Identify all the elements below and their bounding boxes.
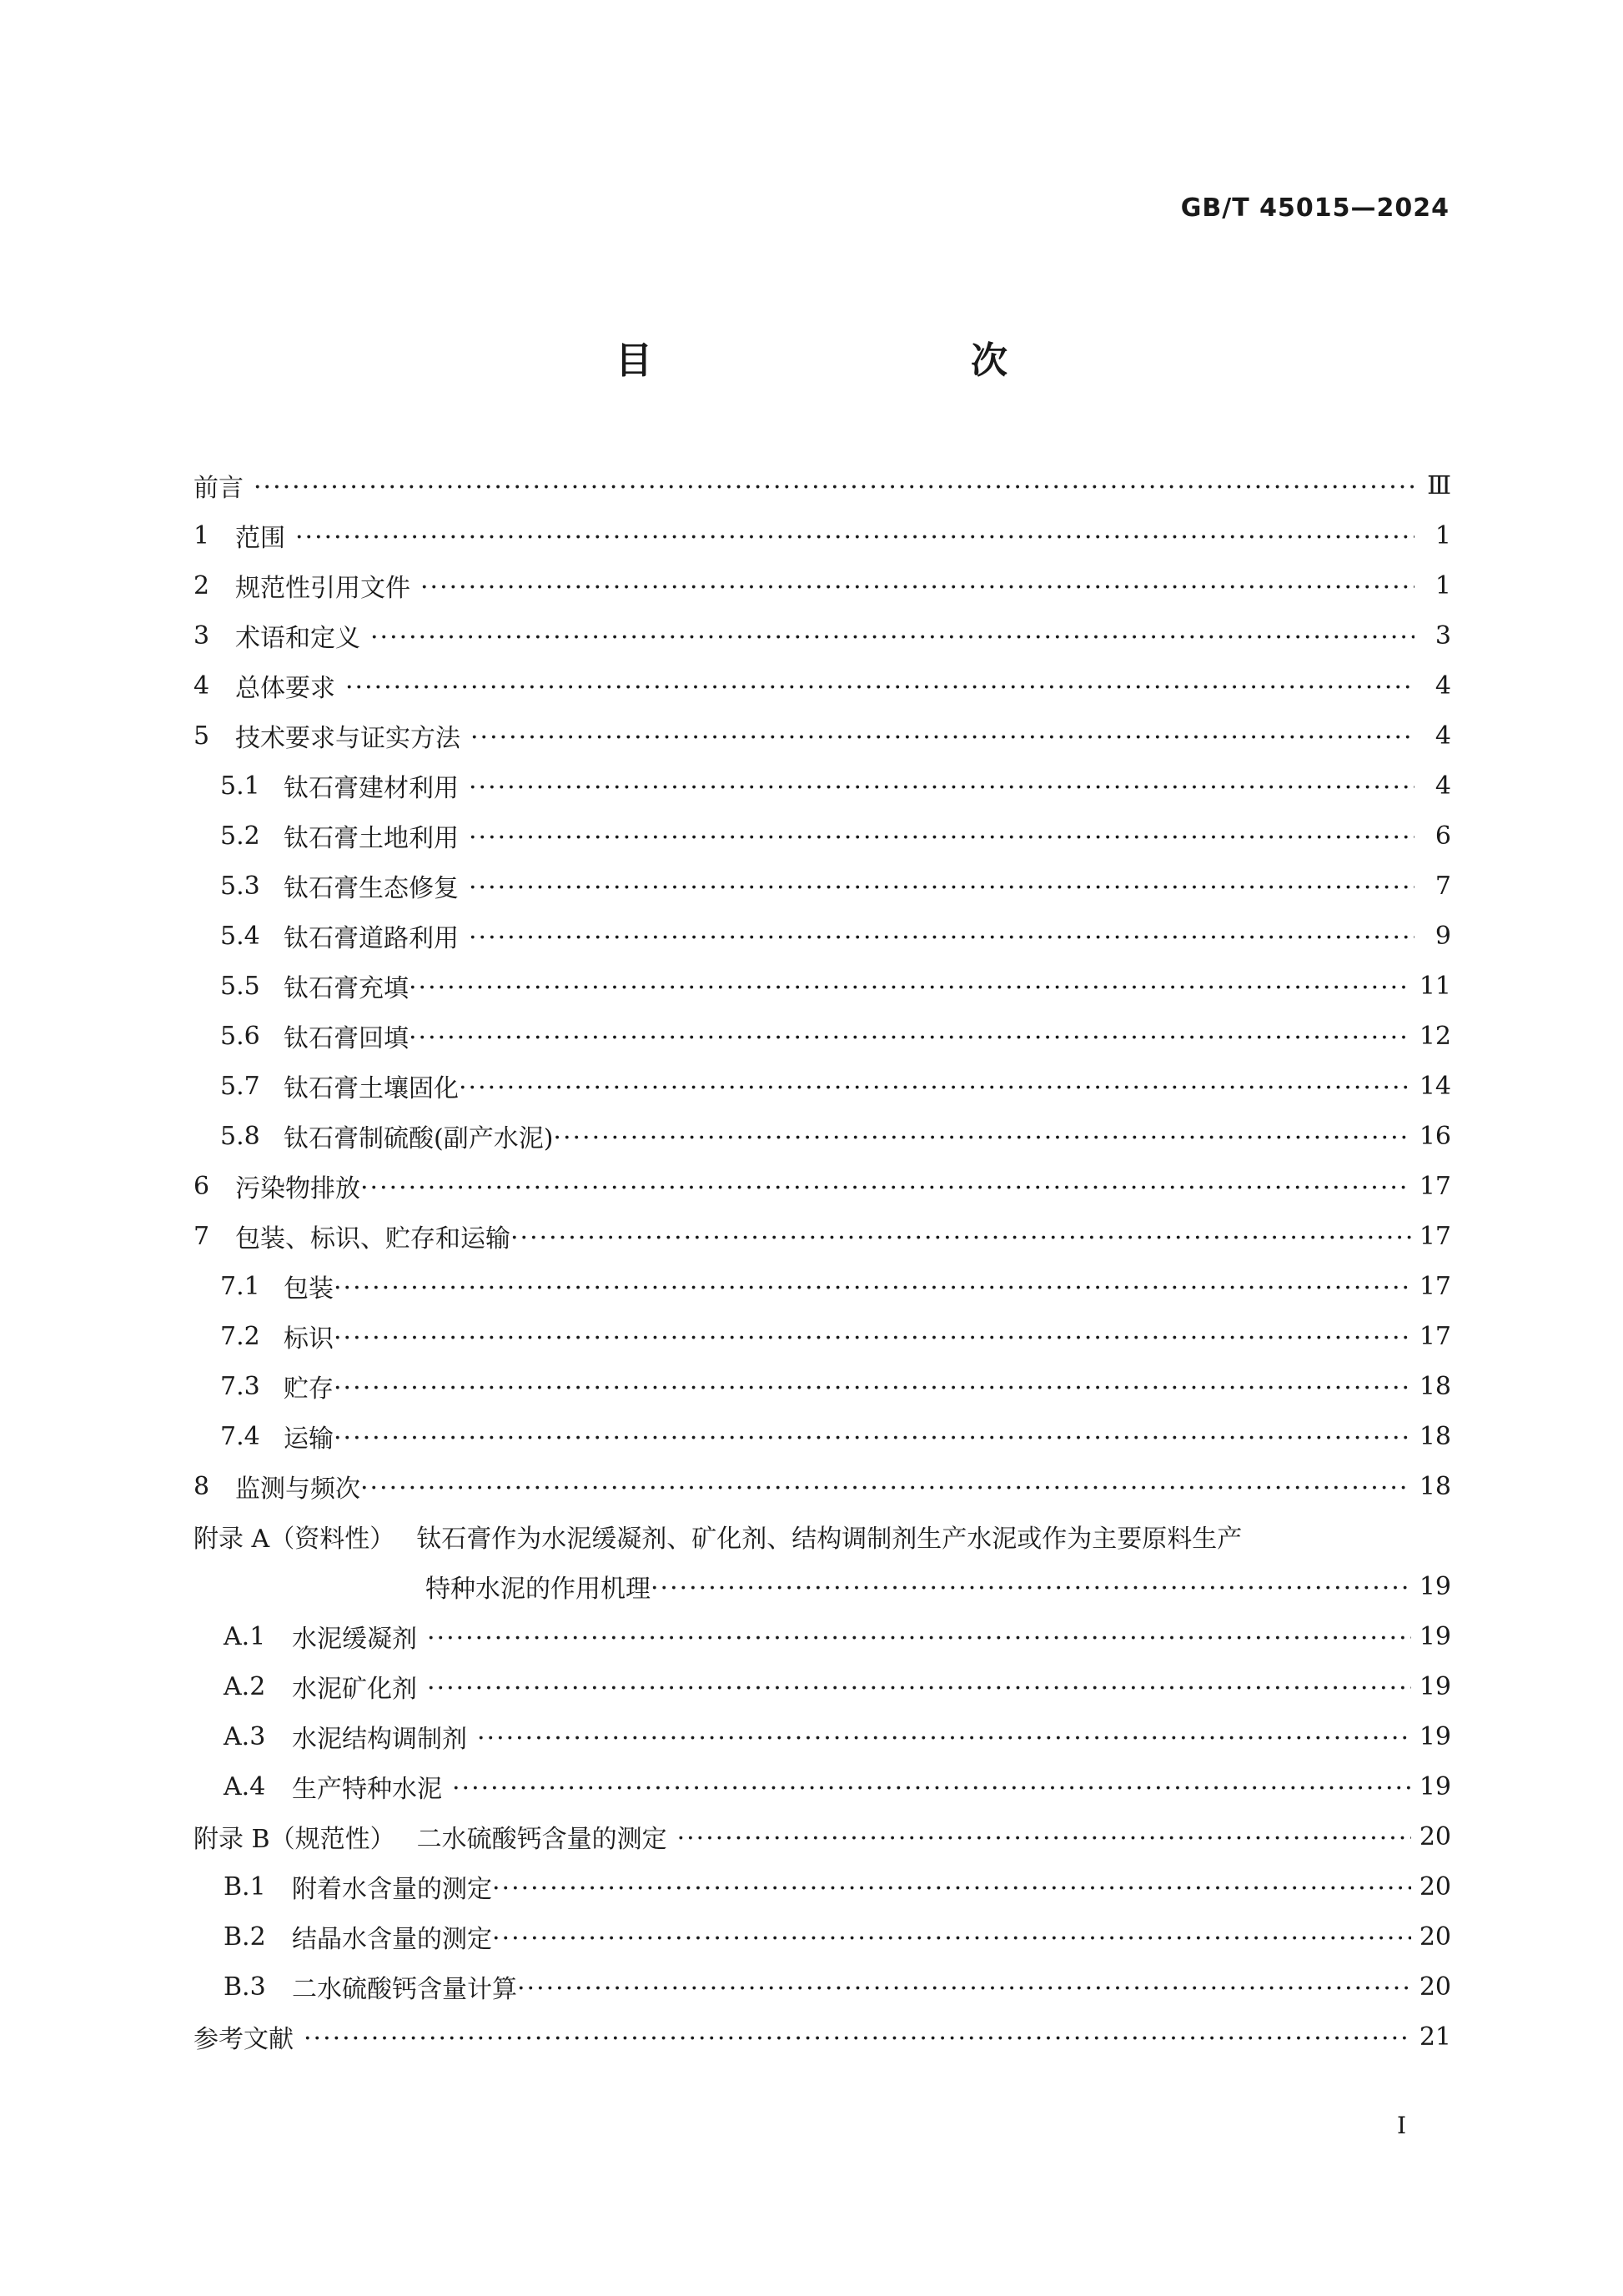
footer-page-number: I: [1396, 2112, 1406, 2139]
leader-dots: [469, 923, 1414, 948]
toc-page-number: 4: [1435, 771, 1451, 801]
leader-dots: [427, 1674, 1411, 1699]
leader-dots: [469, 873, 1414, 898]
toc-page-number: 12: [1419, 1021, 1451, 1051]
toc-entry[interactable]: [193, 1861, 1451, 1912]
toc-entry-title: 运输: [284, 1424, 334, 1454]
toc-entry[interactable]: [193, 1311, 1451, 1361]
toc-entry-number: 8: [193, 1471, 210, 1501]
table-of-contents: [193, 460, 1451, 2062]
appendix-a-title-cont: 特种水泥的作用机理: [425, 1575, 651, 1604]
toc-entry-title: 钛石膏充填: [284, 974, 409, 1003]
toc-entry-title: 水泥结构调制剂: [292, 1725, 467, 1754]
leader-dots: [492, 1924, 1411, 1949]
toc-page-number: 1: [1435, 570, 1451, 600]
toc-page-number: 19: [1419, 1571, 1451, 1601]
toc-entry-number: 5.7: [220, 1071, 260, 1101]
toc-entry-title: 术语和定义: [235, 624, 360, 653]
toc-page-number: 21: [1419, 2022, 1451, 2052]
toc-entry[interactable]: [193, 1912, 1451, 1962]
toc-entry-number: 4: [193, 671, 210, 701]
toc-entry-number: 6: [193, 1171, 210, 1201]
toc-entry[interactable]: [193, 1461, 1451, 1511]
toc-entry-number: A.3: [224, 1721, 266, 1751]
toc-page-number: 17: [1419, 1271, 1451, 1301]
toc-entry[interactable]: [193, 1711, 1451, 1761]
toc-entry-title: 钛石膏生态修复: [284, 874, 459, 903]
toc-page-number: 19: [1419, 1771, 1451, 1801]
toc-entry-title: 规范性引用文件: [235, 574, 410, 603]
toc-entry-title: 包装、标识、贮存和运输: [235, 1224, 510, 1254]
toc-page-number: 18: [1419, 1421, 1451, 1451]
toc-entry-title: 钛石膏制硫酸(副产水泥): [284, 1124, 554, 1153]
toc-entry[interactable]: [193, 560, 1451, 610]
toc-entry-number: B.1: [224, 1871, 266, 1902]
toc-page-number: 17: [1419, 1321, 1451, 1351]
toc-page-number: 18: [1419, 1371, 1451, 1401]
toc-entry[interactable]: [193, 1111, 1451, 1161]
toc-entry-title: 贮存: [284, 1374, 334, 1404]
toc-entry-number: B.2: [224, 1922, 266, 1952]
toc-page-number: 11: [1419, 971, 1451, 1001]
leader-dots: [345, 673, 1414, 698]
toc-page-number: 6: [1435, 821, 1451, 851]
toc-entry-number: 7: [193, 1221, 210, 1251]
toc-entry[interactable]: [193, 1661, 1451, 1711]
toc-entry-number: 1: [193, 520, 210, 550]
toc-entry-appendix-b[interactable]: [193, 1811, 1451, 1861]
toc-entry[interactable]: [193, 861, 1451, 911]
toc-page-number: 17: [1419, 1171, 1451, 1201]
leader-dots: [469, 773, 1414, 798]
toc-entry-title: 结晶水含量的测定: [292, 1925, 492, 1954]
leader-dots: [553, 1123, 1410, 1148]
toc-entry-number: 7.3: [220, 1371, 260, 1401]
toc-entry[interactable]: [193, 510, 1451, 560]
toc-entry[interactable]: [193, 911, 1451, 961]
toc-entry[interactable]: [193, 1962, 1451, 2012]
toc-entry-number: 5: [193, 721, 210, 751]
toc-page-number: 19: [1419, 1721, 1451, 1751]
toc-entry-number: A.2: [224, 1671, 266, 1701]
toc-page-number: 19: [1419, 1621, 1451, 1651]
toc-page-number: 20: [1419, 1821, 1451, 1851]
leader-dots: [452, 1774, 1411, 1799]
toc-entry-title: 钛石膏回填: [284, 1024, 409, 1053]
leader-dots: [409, 1023, 1411, 1048]
toc-entry-number: B.3: [224, 1972, 266, 2002]
toc-entry[interactable]: [193, 1061, 1451, 1111]
toc-entry-number: 5.4: [220, 921, 260, 951]
leader-dots: [334, 1274, 1411, 1299]
leader-dots: [334, 1424, 1411, 1449]
toc-entry-number: 7.4: [220, 1421, 260, 1451]
appendix-a-title: 钛石膏作为水泥缓凝剂、矿化剂、结构调制剂生产水泥或作为主要原料生产: [416, 1525, 1243, 1554]
leader-dots: [334, 1324, 1411, 1349]
toc-entry[interactable]: [193, 811, 1451, 861]
toc-entry-title: 钛石膏建材利用: [284, 774, 459, 803]
toc-page-number: 16: [1419, 1121, 1451, 1151]
toc-entry-title: 钛石膏土壤固化: [284, 1074, 459, 1103]
appendix-b-title: 二水硫酸钙含量的测定: [416, 1825, 667, 1854]
toc-page-number: 14: [1419, 1071, 1451, 1101]
leader-dots: [427, 1624, 1411, 1649]
leader-dots: [420, 573, 1414, 598]
leader-dots: [651, 1574, 1411, 1599]
appendix-b-label: 附录 B（规范性）: [193, 1825, 395, 1854]
leader-dots: [470, 723, 1414, 748]
leader-dots: [492, 1874, 1411, 1899]
toc-page-number: 19: [1419, 1671, 1451, 1701]
toc-entry-number: 7.2: [220, 1321, 260, 1351]
toc-entry-title: 范围: [235, 524, 285, 553]
toc-entry-number: A.4: [224, 1771, 266, 1801]
toc-entry[interactable]: [193, 1011, 1451, 1061]
toc-entry-number: 5.8: [220, 1121, 260, 1151]
toc-entry[interactable]: [193, 761, 1451, 811]
leader-dots: [677, 1824, 1411, 1849]
toc-entry-references[interactable]: [193, 2012, 1451, 2062]
toc-page-number: 4: [1435, 671, 1451, 701]
toc-entry-number: 7.1: [220, 1271, 260, 1301]
references-title: 参考文献: [193, 2025, 294, 2054]
toc-entry-number: 5.1: [220, 771, 260, 801]
toc-entry[interactable]: [193, 1361, 1451, 1411]
toc-entry[interactable]: [193, 1161, 1451, 1211]
page-title: 目 次: [616, 339, 1089, 382]
leader-dots: [459, 1073, 1411, 1098]
toc-entry-title: 钛石膏道路利用: [284, 924, 459, 953]
leader-dots: [254, 473, 1414, 498]
toc-entry-title: 生产特种水泥: [292, 1775, 442, 1804]
toc-entry[interactable]: [193, 661, 1451, 711]
toc-entry[interactable]: [193, 711, 1451, 761]
toc-page-number: 20: [1419, 1871, 1451, 1902]
toc-entry-number: 5.2: [220, 821, 260, 851]
toc-page-number: 4: [1435, 721, 1451, 751]
toc-entry-title: 污染物排放: [235, 1174, 360, 1203]
leader-dots: [360, 1173, 1411, 1198]
toc-entry-title: 标识: [284, 1324, 334, 1354]
toc-entry[interactable]: [193, 1761, 1451, 1811]
leader-dots: [304, 2024, 1411, 2049]
toc-entry[interactable]: [193, 1211, 1451, 1261]
appendix-a-items: [193, 1611, 1451, 1811]
toc-entry-appendix-a-cont[interactable]: [193, 1561, 1451, 1611]
toc-page-number: 3: [1435, 620, 1451, 651]
toc-main-entries: [193, 460, 1451, 1511]
toc-entry-title: 钛石膏土地利用: [284, 824, 459, 853]
toc-page-number: 17: [1419, 1221, 1451, 1251]
appendix-b-items: [193, 1861, 1451, 2012]
toc-entry-number: 3: [193, 620, 210, 651]
toc-page-number: Ⅲ: [1427, 470, 1451, 500]
toc-entry-number: 2: [193, 570, 210, 600]
toc-entry-title: 附着水含量的测定: [292, 1875, 492, 1904]
toc-entry-title: 水泥矿化剂: [292, 1675, 417, 1704]
toc-entry-title: 二水硫酸钙含量计算: [292, 1975, 517, 2004]
appendix-a-label: 附录 A（资料性）: [193, 1525, 395, 1554]
toc-entry-appendix-a[interactable]: [193, 1511, 1451, 1561]
toc-entry-number: A.1: [224, 1621, 266, 1651]
toc-page-number: 20: [1419, 1922, 1451, 1952]
leader-dots: [477, 1724, 1411, 1749]
standard-code: GB/T 45015—2024: [1180, 193, 1450, 223]
leader-dots: [510, 1223, 1411, 1248]
toc-entry-title: 前言: [193, 474, 244, 503]
toc-entry-number: 5.5: [220, 971, 260, 1001]
toc-entry[interactable]: [193, 1611, 1451, 1661]
toc-entry-title: 监测与频次: [235, 1475, 360, 1504]
toc-page-number: 7: [1435, 871, 1451, 901]
leader-dots: [469, 823, 1414, 848]
toc-entry[interactable]: [193, 961, 1451, 1011]
leader-dots: [334, 1374, 1411, 1399]
toc-entry-title: 包装: [284, 1274, 334, 1304]
toc-entry[interactable]: [193, 460, 1451, 510]
leader-dots: [517, 1974, 1411, 1999]
leader-dots: [409, 973, 1411, 998]
toc-entry-number: 5.6: [220, 1021, 260, 1051]
leader-dots: [360, 1474, 1411, 1499]
toc-entry-title: 技术要求与证实方法: [235, 724, 460, 753]
toc-entry-title: 水泥缓凝剂: [292, 1625, 417, 1654]
toc-entry[interactable]: [193, 1261, 1451, 1311]
leader-dots: [295, 523, 1414, 548]
leader-dots: [370, 623, 1414, 648]
toc-page-number: 1: [1435, 520, 1451, 550]
toc-page-number: 20: [1419, 1972, 1451, 2002]
toc-entry-number: 5.3: [220, 871, 260, 901]
toc-entry[interactable]: [193, 1411, 1451, 1461]
toc-entry[interactable]: [193, 610, 1451, 661]
toc-page-number: 9: [1435, 921, 1451, 951]
toc-entry-title: 总体要求: [235, 674, 335, 703]
toc-page-number: 18: [1419, 1471, 1451, 1501]
